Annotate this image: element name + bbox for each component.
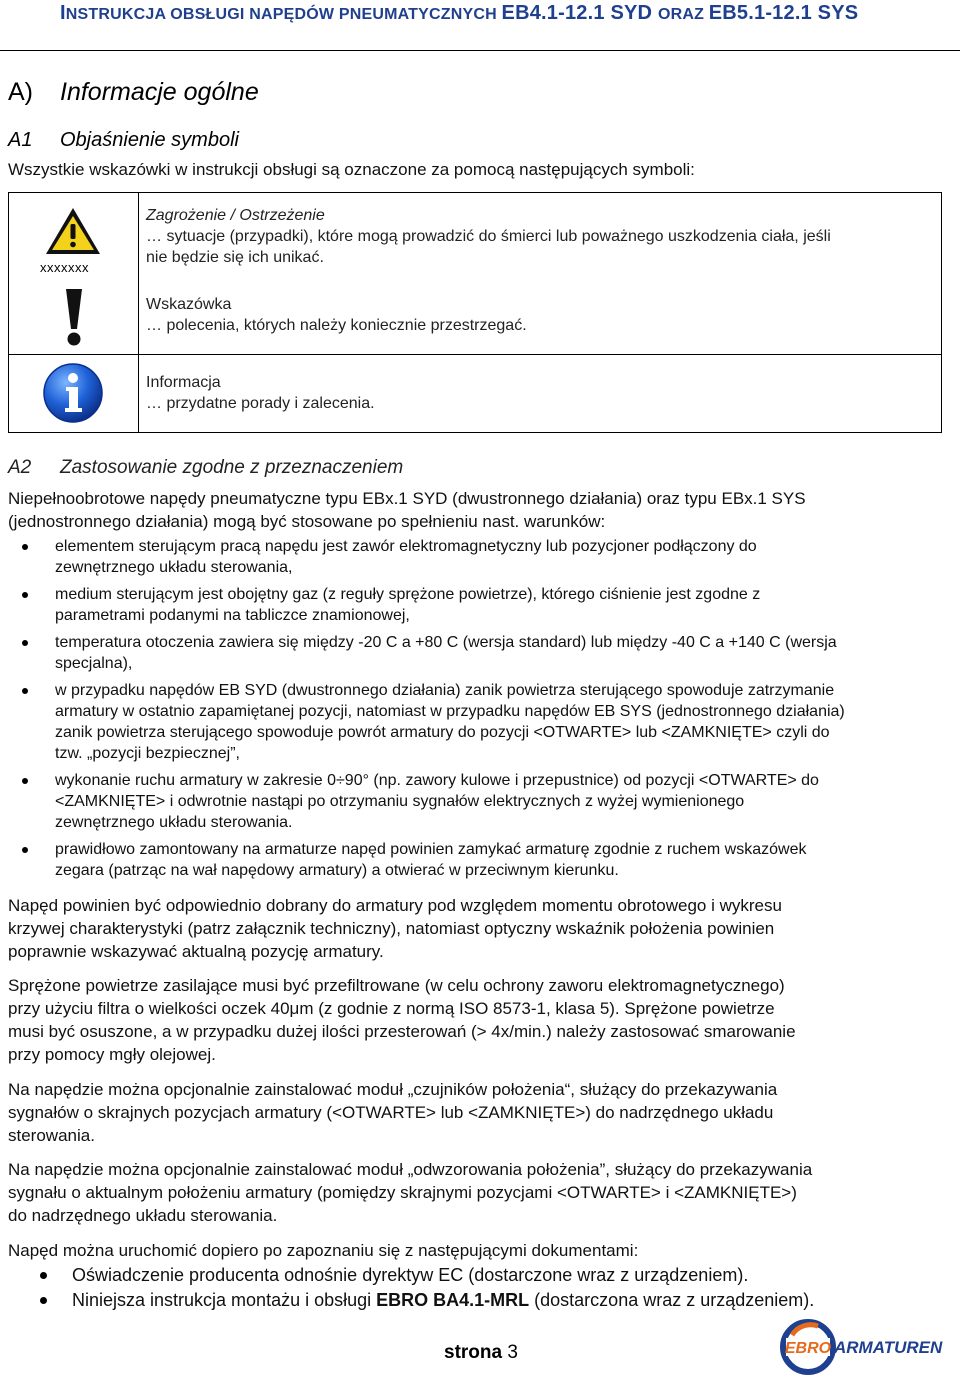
paragraph-line: przy użyciu filtra o wielkości oczek 40μm (z godnie z normą ISO 8573-1, klasa 5). Sprężone powietrze	[8, 999, 775, 1018]
list-item	[8, 536, 954, 578]
list-item-line: zewnętrznego układu sterowania,	[55, 559, 293, 576]
subsection-number: A1	[8, 129, 33, 151]
list-item	[8, 770, 954, 833]
page-number	[444, 1342, 518, 1364]
table-divider	[138, 193, 139, 432]
paragraph-line: Napęd można uruchomić dopiero po zapoznaniu się z następującymi dokumentami:	[8, 1241, 639, 1260]
subsection-title: Zastosowanie zgodne z przeznaczeniem	[60, 457, 404, 478]
hint-title: Wskazówka	[146, 296, 232, 313]
paragraph	[8, 1078, 952, 1147]
paragraph-line: Na napędzie można opcjonalnie zainstalować moduł „odwzorowania położenia”, służący do przekazywania	[8, 1160, 813, 1179]
list-item-line: prawidłowo zamontowany na armaturze napęd powinien zamykać armaturę zgodnie z ruchem wskazówek	[55, 841, 807, 858]
a1-intro: Wszystkie wskazówki w instrukcji obsługi są oznaczone za pomocą następujących symboli:	[8, 160, 695, 179]
warning-symbol-label: xxxxxxx	[40, 260, 89, 275]
ebro-logo	[778, 1318, 958, 1376]
paragraph-line: sygnału o aktualnym położeniu armatury (pomiędzy skrajnymi pozycjami <OTWARTE> i <ZAMKNIĘTE>)	[8, 1183, 797, 1202]
list-item-line: tzw. „pozycji bezpiecznej”,	[55, 745, 240, 762]
list-item-line: specjalna),	[55, 655, 133, 672]
conditions-list	[8, 536, 954, 881]
list-item-line: parametrami podanymi na tabliczce znamionowej,	[55, 607, 410, 624]
paragraph-line: poprawnie wskazywać aktualną pozycję armatury.	[8, 942, 384, 961]
list-item	[8, 1288, 954, 1313]
table-divider	[9, 354, 941, 355]
info-title: Informacja	[146, 374, 221, 391]
paragraph	[8, 1239, 952, 1262]
header-title-part: I	[60, 2, 66, 24]
bullet-dot	[22, 544, 28, 550]
warning-description	[146, 205, 831, 268]
hint-description	[146, 294, 527, 336]
symbols-table	[8, 192, 942, 433]
paragraph-line: do nadrzędnego układu sterowania.	[8, 1206, 278, 1225]
header-title-part: EB5.1-12.1 SYS	[708, 2, 859, 24]
list-item	[8, 584, 954, 626]
list-item-line: wykonanie ruchu armatury w zakresie 0÷90° (np. zawory kulowe i przepustnice) od pozycji <OTWARTE> do	[55, 772, 819, 789]
paragraph-line: przy pomocy mgły olejowej.	[8, 1045, 216, 1064]
subsection-number: A2	[8, 457, 32, 478]
section-number: A)	[8, 78, 33, 106]
a2-intro-line: (jednostronnego działania) mogą być stosowane po spełnieniu nast. warunków:	[8, 512, 606, 531]
subsection-heading-a1	[8, 129, 239, 152]
a2-intro	[8, 487, 952, 533]
bullet-dot	[22, 778, 28, 784]
header-title-part: EB4.1-12.1 SYD	[501, 2, 658, 24]
section-title: Informacje ogólne	[60, 78, 259, 106]
list-item-line: zewnętrznego układu sterowania.	[55, 814, 293, 831]
hint-line: … polecenia, których należy koniecznie przestrzegać.	[146, 317, 527, 334]
documents-list	[8, 1263, 954, 1313]
info-icon	[42, 362, 104, 424]
list-item-line: <ZAMKNIĘTE> i odwrotnie nastąpi po otrzymaniu sygnałów elektrycznych z wyżej wymienionego	[55, 793, 745, 810]
list-item-text: Oświadczenie producenta odnośnie dyrektyw EC (dostarczone wraz z urządzeniem).	[72, 1265, 749, 1285]
paragraph-line: krzywej charakterystyki (patrz załącznik techniczny), natomiast optyczny wskaźnik położenia powinien	[8, 919, 775, 938]
bullet-dot	[22, 640, 28, 646]
paragraph-line: Sprężone powietrze zasilające musi być przefiltrowane (w celu ochrony zaworu elektromagnetycznego)	[8, 976, 785, 995]
list-item-line: elementem sterującym pracą napędu jest zawór elektromagnetyczny lub pozycjoner podłączony do	[55, 538, 757, 555]
page-number-value: 3	[507, 1342, 518, 1363]
warning-line: … sytuacje (przypadki), które mogą prowadzić do śmierci lub poważnego uszkodzenia ciała, jeśli	[146, 228, 831, 245]
paragraph-line: sygnałów o skrajnych pozycjach armatury (<OTWARTE> lub <ZAMKNIĘTE>) do nadrzędnego układu	[8, 1103, 774, 1122]
warning-title: Zagrożenie / Ostrzeżenie	[146, 207, 325, 224]
paragraph-line: sterowania.	[8, 1126, 95, 1145]
list-item	[8, 1263, 954, 1288]
subsection-title: Objaśnienie symboli	[60, 129, 239, 151]
list-item-line: w przypadku napędów EB SYD (dwustronnego działania) zanik powietrza sterującego spowoduje zatrzymanie	[55, 682, 835, 699]
list-item-text: (dostarczona wraz z urządzeniem).	[529, 1290, 815, 1310]
list-item	[8, 839, 954, 881]
paragraph	[8, 894, 952, 963]
subsection-heading-a2	[8, 457, 403, 479]
bullet-dot	[22, 847, 28, 853]
list-item-line: temperatura otoczenia zawiera się między -20 C a +80 C (wersja standard) lub między -40 C a +140 C (wersja	[55, 634, 837, 651]
header-title-part: ORAZ	[657, 6, 709, 23]
paragraph-line: Na napędzie można opcjonalnie zainstalować moduł „czujników położenia“, służący do przekazywania	[8, 1080, 778, 1099]
list-item	[8, 680, 954, 764]
bullet-dot	[22, 688, 28, 694]
list-item	[8, 632, 954, 674]
list-item-line: zegara (patrząc na wał napędowy armatury) a otwierać w przeciwnym kierunku.	[55, 862, 619, 879]
bullet-dot	[40, 1297, 47, 1304]
list-item-line: armatury w ostatnio zapamiętanej pozycji, natomiast w przypadku napędów EB SYS (jednostronnego działania)	[55, 703, 845, 720]
hint-symbol-cell	[9, 281, 138, 354]
list-item-line: zanik powietrza sterującego spowoduje powrót armatury do pozycji <OTWARTE> lub <ZAMKNIĘTE> czyli do	[55, 724, 830, 741]
paragraph	[8, 974, 952, 1066]
page-label: strona	[444, 1342, 503, 1363]
paragraph	[8, 1158, 952, 1227]
warning-line: nie będzie się ich unikać.	[146, 249, 324, 266]
paragraph-line: musi być osuszone, a w przypadku dużej ilości przesterowań (> 4x/min.) należy zastosować smarowanie	[8, 1022, 796, 1041]
info-line: … przydatne porady i zalecenia.	[146, 395, 375, 412]
list-item-line: medium sterującym jest obojętny gaz (z reguły sprężone powietrze), którego ciśnienie jest zgodne z	[55, 586, 761, 603]
info-symbol-cell	[9, 355, 138, 432]
logo-text-right: ARMATUREN	[834, 1338, 943, 1357]
document-name: EBRO BA4.1-MRL	[376, 1290, 530, 1310]
document-header	[60, 2, 858, 25]
a2-intro-line: Niepełnoobrotowe napędy pneumatyczne typu EBx.1 SYD (dwustronnego działania) oraz typu EBx.1 SYS	[8, 489, 806, 508]
header-title-part: NSTRUKCJA OBSŁUGI NAPĘDÓW PNEUMATYCZNYCH	[65, 6, 502, 23]
section-heading	[8, 78, 259, 107]
header-divider	[0, 50, 960, 51]
paragraph-line: Napęd powinien być odpowiednio dobrany do armatury pod względem momentu obrotowego i wykresu	[8, 896, 782, 915]
info-description	[146, 372, 375, 414]
warning-symbol-cell	[9, 193, 138, 281]
bullet-dot	[40, 1272, 47, 1279]
bullet-dot	[22, 592, 28, 598]
exclamation-icon	[59, 287, 89, 347]
list-item-text: Niniejsza instrukcja montażu i obsługi	[72, 1290, 377, 1310]
warning-triangle-icon	[43, 205, 103, 257]
logo-text-left: EBRO	[784, 1340, 832, 1357]
